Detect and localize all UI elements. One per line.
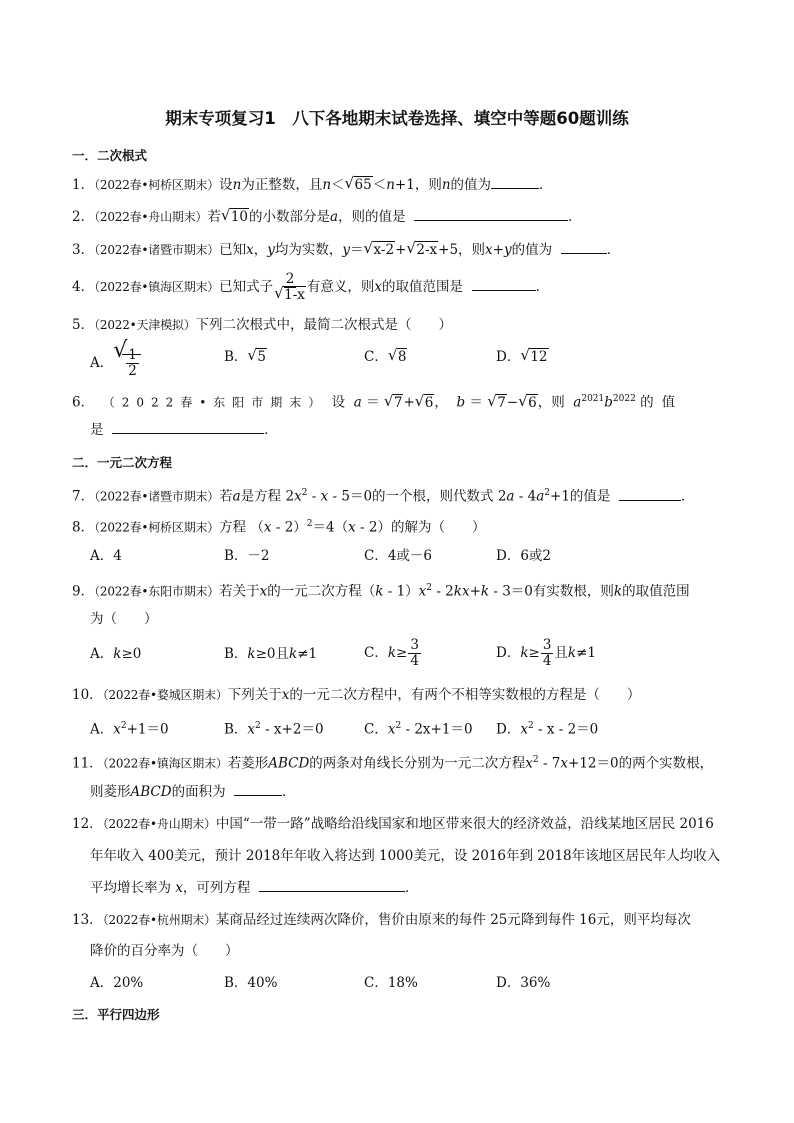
question-10: 10．（2022春•婺城区期末）下列关于x的一元二次方程中，有两个不相等实数根的方程是（ ） — [72, 687, 641, 703]
answer-blank[interactable] — [491, 176, 539, 189]
question-9: 9．（2022春•东阳市期末）若关于x的一元二次方程$(k - 1)x^2 - 2kx+k - 3=0$有实数根，则k的取值范围 — [72, 583, 690, 600]
page-title: 期末专项复习1 八下各地期末试卷选择、填空中等题60题训练 — [165, 109, 629, 128]
option-b[interactable]: B．$x^2 - x+2=0$ — [224, 721, 324, 738]
question-2: 2．（2022春•舟山期末）若 √ 10的小数部分是a，则的值是 ． — [72, 206, 582, 225]
option-b[interactable]: B．－2 — [224, 548, 270, 564]
question-13: 13．（2022春•杭州期末）某商品经过连续两次降价，售价由原来的每件 25元降到每件 16元，则平均每次 — [72, 912, 691, 928]
question-6-cont: 是 ． — [90, 422, 278, 438]
option-d[interactable]: D． √ 12 — [496, 346, 548, 365]
question-11: 11．（2022春•镇海区期末）若菱形ABCD的两条对角线长分别为一元二次方程$x^2 - 7x+12=0$的两个实数根， — [72, 755, 714, 772]
answer-blank[interactable] — [619, 488, 681, 501]
question-11-cont: 则菱形ABCD的面积为 ． — [90, 784, 296, 800]
question-9-cont: 为（ ） — [90, 611, 158, 627]
question-12-cont: 年年收入 400美元，预计 2018年年收入将达到 1000美元，设 2016年到 2018年该地区居民年人均收入 — [90, 848, 721, 864]
question-6: 6． （2022春•东阳市期末） 设 a ＝ √ 7+ √ 6， b ＝ √ 7− √ 6，则 $a^{2021}b^{2022}$ 的值 — [72, 391, 684, 411]
option-a[interactable]: A．$x^2+1=0$ — [90, 721, 169, 738]
question-12-cont-2: 平均增长率为 x，可列方程 ． — [90, 880, 419, 896]
option-d[interactable]: D．$x^2 - x - 2=0$ — [496, 721, 599, 738]
question-3: 3．（2022春•诸暨市期末）已知x，y均为实数，y＝ √ x-2+ √ 2-x+5，则x+y的值为 ． — [72, 239, 621, 258]
question-1: 1．（2022春•柯桥区期末）设n为正整数，且n＜ √ 65＜n+1，则n的值为 ． — [72, 174, 553, 193]
option-b[interactable]: B．40% — [224, 975, 278, 991]
option-d[interactable]: D．6或2 — [496, 548, 552, 564]
question-5: 5．（2022•天津模拟）下列二次根式中，最简二次根式是（ ） — [72, 317, 453, 333]
option-a[interactable]: A．k≥0 — [90, 646, 142, 662]
section-heading-parallelogram: 三．平行四边形 — [72, 1007, 160, 1022]
option-b[interactable]: B．k≥0且k≠1 — [224, 646, 318, 662]
answer-blank[interactable] — [112, 421, 264, 434]
option-b[interactable]: B． √ 5 — [224, 346, 267, 365]
answer-blank[interactable] — [472, 278, 536, 291]
option-c[interactable]: C．k≥ $\frac{3}{4}$ — [364, 637, 419, 669]
question-7: 7．（2022春•诸暨市期末）若a是方程 $2x^2 - x - 5=0$的一个根，则代数式 $2a - 4a^2+1$的值是 ． — [72, 488, 695, 505]
answer-blank[interactable] — [259, 879, 405, 892]
section-heading-radicals: 一．二次根式 — [72, 148, 148, 163]
answer-blank[interactable] — [234, 783, 282, 796]
question-13-cont: 降价的百分率为（ ） — [90, 943, 239, 959]
option-d[interactable]: D．36% — [496, 975, 551, 991]
option-a[interactable]: A．4 — [90, 548, 122, 564]
option-c[interactable]: C．4或－6 — [364, 548, 433, 564]
question-4: 4．（2022春•镇海区期末）已知式子 2 √ 1-x 有意义，则x的取值范围是 ． — [72, 271, 550, 303]
option-c[interactable]: C．$x^2 - 2x+1=0$ — [364, 721, 473, 738]
option-a[interactable]: A．20% — [90, 975, 144, 991]
section-heading-quadratic: 二．一元二次方程 — [72, 455, 173, 470]
answer-blank[interactable] — [561, 241, 607, 254]
answer-blank[interactable] — [414, 208, 568, 221]
option-c[interactable]: C． √ 8 — [364, 346, 407, 365]
question-8: 8．（2022春•柯桥区期末）方程 （x - 2）$^2$＝4（x - 2）的解为（ ） — [72, 519, 486, 536]
option-c[interactable]: C．18% — [364, 975, 418, 991]
question-12: 12．（2022春•舟山期末）中国“一带一路”战略给沿线国家和地区带来很大的经济效益，沿线某地区居民 2016 — [72, 816, 714, 832]
option-d[interactable]: D．k≥ $\frac{3}{4}$ 且k≠1 — [496, 637, 597, 669]
option-a[interactable]: A． √ $\frac{1}{2}$ — [90, 348, 141, 379]
